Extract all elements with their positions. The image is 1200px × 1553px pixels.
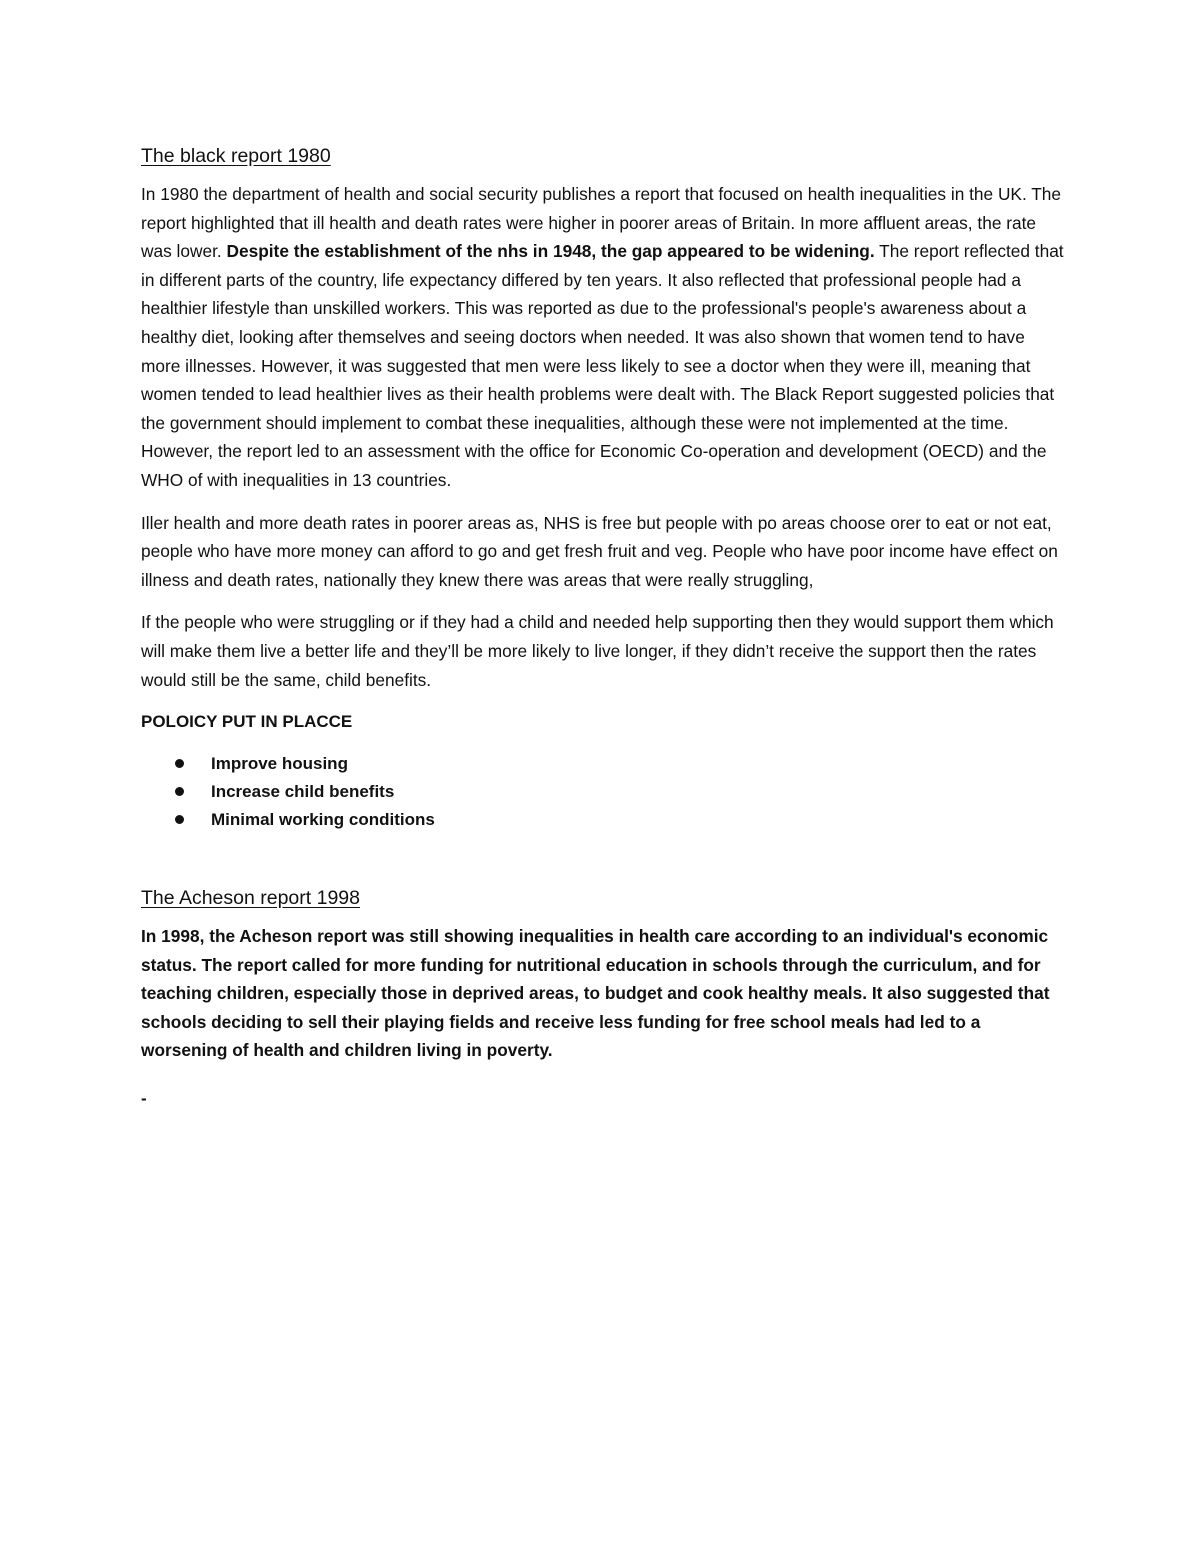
acheson-report-heading: The Acheson report 1998 — [141, 887, 360, 910]
acheson-report-paragraph: In 1998, the Acheson report was still showing inequalities in health care according to an individual's economic status. The report called for more funding for nutritional education in schools through the curriculum, and for teaching children, especially those in deprived areas, to budget and cook healthy meals. It also suggested that schools deciding to sell their playing fields and receive less funding for free school meals had led to a worsening of health and children living in poverty. — [141, 926, 1050, 1061]
black-report-paragraph-1 — [141, 180, 1066, 495]
acheson-section — [141, 884, 1066, 1113]
black-report-paragraph-3: If the people who were struggling or if they had a child and needed help supporting then they would support them which will make them live a better life and they’ll be more likely to live longer, if they didn’t receive the support then the rates would still be the same, child benefits. — [141, 612, 1054, 690]
policy-title: POLOICY PUT IN PLACCE — [141, 712, 353, 732]
list-item — [141, 806, 1066, 834]
black-report-paragraph-2: Iller health and more death rates in poorer areas as, NHS is free but people with po areas choose orer to eat or not eat, people who have more money can afford to go and get fresh fruit and veg. People who have poor income have effect on illness and death rates, nationally they knew there was areas that were really struggling, — [141, 512, 1058, 590]
bullet-icon — [175, 815, 184, 824]
black-report-heading: The black report 1980 — [141, 145, 331, 167]
trailing-dash: - — [141, 1089, 147, 1109]
list-item — [141, 778, 1066, 806]
list-item-label: Increase child benefits — [211, 782, 395, 802]
document-body — [141, 142, 1066, 1113]
list-item-label: Minimal working conditions — [211, 810, 435, 830]
bullet-icon — [175, 759, 184, 768]
paragraph-text: The report reflected that in different parts of the country, life expectancy differed by ten years. It also reflected that professional people had a healthier lifestyle than unskilled workers. This was reported as due to the professional's people's awareness about a healthy diet, looking after themselves and seeing doctors when needed. It was also shown that women tend to have more illnesses. However, it was suggested that men were less likely to see a doctor when they were ill, meaning that women tended to lead healthier lives as their health problems were dealt with. The Black Report suggested policies that the government should implement to combat these inequalities, although these were not implemented at the time. However, the report led to an assessment with the office for Economic Co-operation and development (OECD) and the WHO of with inequalities in 13 countries. — [141, 241, 1064, 490]
policy-list — [141, 750, 1066, 834]
bullet-icon — [175, 787, 184, 796]
paragraph-bold-text: Despite the establishment of the nhs in 1948, the gap appeared to be widening. — [226, 241, 875, 262]
paragraph-text: In 1980 the department of health and social security publishes a report that focused on health inequalities in the UK. The report highlighted that ill health and death rates were higher in poorer areas of Britain. In more affluent areas, the rate was lower. — [141, 184, 1062, 262]
list-item-label: Improve housing — [211, 754, 348, 774]
list-item — [141, 750, 1066, 778]
